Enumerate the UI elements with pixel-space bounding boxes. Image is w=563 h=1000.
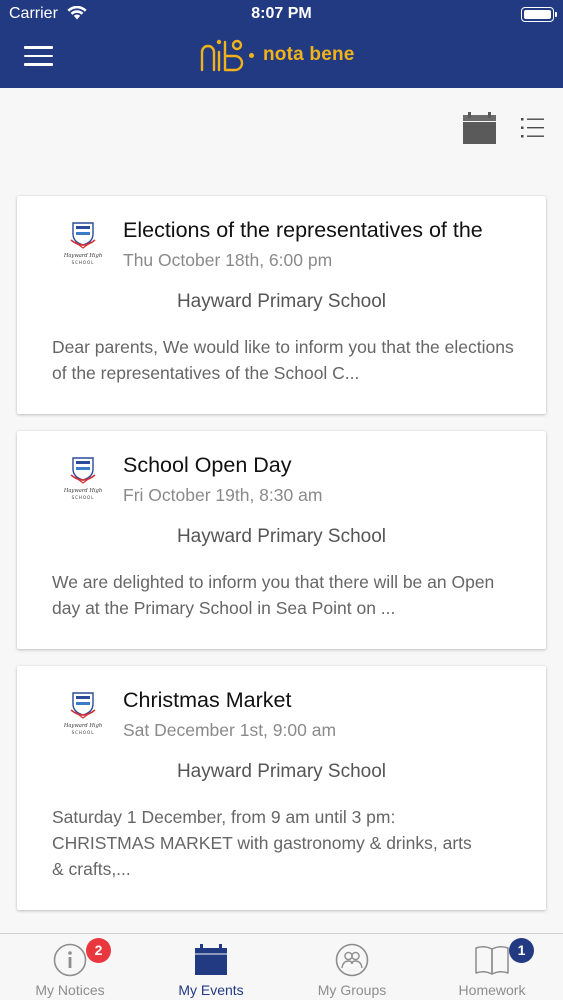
event-date: Fri October 19th, 8:30 am [123, 485, 323, 505]
logo-text: nota bene [263, 44, 355, 65]
event-school: Hayward Primary School [176, 291, 387, 312]
svg-text:SCHOOL: SCHOOL [71, 495, 95, 500]
event-card[interactable] [17, 666, 546, 910]
bottom-tab-bar [0, 933, 563, 1000]
list-view-icon[interactable] [521, 117, 544, 139]
tab-my-notices[interactable] [0, 934, 140, 1000]
event-title: Elections of the representatives of the [123, 218, 483, 242]
battery-icon [521, 7, 554, 22]
school-crest-icon [63, 690, 103, 740]
event-date: Sat December 1st, 9:00 am [123, 720, 337, 740]
svg-text:Hayward High: Hayward High [63, 253, 103, 259]
info-icon [53, 943, 87, 977]
tab-homework[interactable] [422, 934, 562, 1000]
logo-mark-icon [199, 37, 245, 73]
school-crest-icon [63, 220, 103, 270]
event-description: We are delighted to inform you that there will be an Open day at the Primary School in Sea Point on ... [52, 572, 495, 618]
hamburger-menu-icon[interactable] [24, 46, 53, 66]
event-title: Christmas Market [123, 688, 292, 712]
book-icon [474, 944, 510, 976]
tab-label: Homework [458, 982, 526, 998]
event-date: Thu October 18th, 6:00 pm [123, 250, 333, 270]
event-description: Saturday 1 December, from 9 am until 3 pm: CHRISTMAS MARKET with gastronomy & drinks, arts & crafts,... [52, 807, 472, 879]
tab-label: My Notices [35, 982, 105, 998]
svg-text:SCHOOL: SCHOOL [71, 260, 95, 265]
svg-text:Hayward High: Hayward High [63, 488, 103, 494]
app-logo [199, 37, 355, 73]
logo-dot [249, 53, 254, 58]
clock: 8:07 PM [251, 5, 312, 22]
school-crest-icon [63, 455, 103, 505]
carrier-label: Carrier [9, 5, 58, 22]
tab-my-groups[interactable] [282, 934, 422, 1000]
calendar-icon [194, 944, 228, 976]
event-description: Dear parents, We would like to inform you that the elections of the representatives of the School C... [52, 337, 514, 383]
calendar-view-icon[interactable] [463, 112, 496, 144]
event-school: Hayward Primary School [176, 526, 387, 547]
svg-text:SCHOOL: SCHOOL [71, 730, 95, 735]
homework-badge: 1 [509, 938, 534, 963]
notices-badge: 2 [86, 938, 111, 963]
event-title: School Open Day [123, 453, 292, 477]
tab-label: My Groups [317, 982, 387, 998]
app-header [0, 0, 563, 88]
event-card[interactable] [17, 196, 546, 414]
event-card[interactable] [17, 431, 546, 649]
svg-text:Hayward High: Hayward High [63, 723, 103, 729]
group-icon [335, 943, 369, 977]
status-bar [0, 0, 563, 30]
tab-my-events[interactable] [141, 934, 281, 1000]
tab-label: My Events [178, 982, 244, 998]
event-school: Hayward Primary School [176, 761, 387, 782]
